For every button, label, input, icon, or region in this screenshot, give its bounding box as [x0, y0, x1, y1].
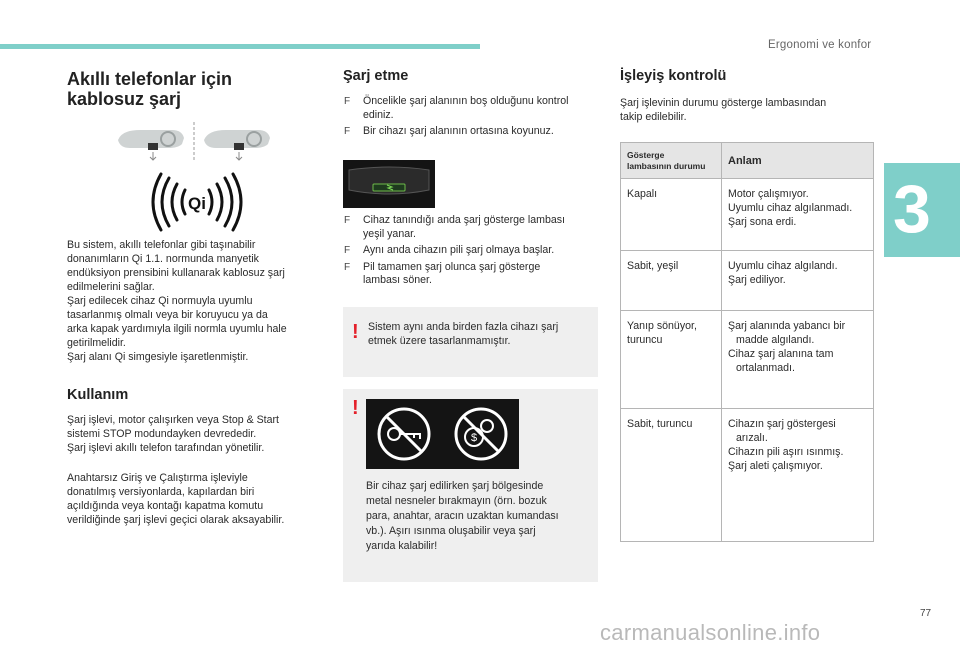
- page-number: 77: [920, 608, 932, 619]
- step-text: Pil tamamen şarj olunca şarj gösterge: [363, 260, 541, 273]
- column-header-state: [621, 143, 722, 179]
- intro-paragraph: [67, 238, 327, 364]
- meaning-text: Motor çalışmıyor.: [728, 188, 809, 200]
- header-accent-bar: [0, 44, 480, 49]
- intro-line: takip edilebilir.: [620, 111, 687, 123]
- state-text: Sabit, yeşil: [627, 260, 679, 272]
- usage-line: donatılmış versiyonlarda, kapılardan biri: [67, 486, 255, 498]
- meaning-text: Cihaz şarj alanına tam: [728, 348, 834, 360]
- meaning-text: Şarj sona erdi.: [728, 216, 797, 228]
- table-row: [621, 251, 874, 311]
- warning-text: etmek üzere tasarlanmamıştır.: [368, 335, 511, 347]
- table-row: [621, 409, 874, 542]
- meaning-text: Şarj aleti çalışmıyor.: [728, 460, 823, 472]
- charging-step: [343, 261, 603, 288]
- bullet-mark: F: [344, 245, 351, 256]
- usage-paragraph-1: [67, 413, 327, 455]
- step-text: ediniz.: [363, 108, 394, 121]
- bullet-mark: F: [344, 96, 351, 107]
- watermark: carmanualsonline.info: [600, 620, 821, 645]
- meaning-text: Şarj alanında yabancı bir: [728, 320, 846, 332]
- meaning-text: madde algılandı.: [736, 334, 815, 346]
- svg-text:$: $: [470, 432, 478, 444]
- header-text: Gösterge: [627, 149, 665, 160]
- charging-step: [343, 244, 603, 258]
- warning-icon: !: [352, 321, 359, 343]
- status-check-intro: [620, 96, 870, 124]
- charging-pad-photo: [343, 160, 435, 208]
- svg-text:Qi: Qi: [188, 194, 206, 213]
- charging-steps-2: [343, 214, 603, 291]
- warning-text: Sistem aynı anda birden fazla cihazı şarj: [368, 321, 559, 333]
- usage-line: Şarj işlevi, motor çalışırken veya Stop & Start: [67, 414, 279, 426]
- meaning-text: Şarj ediliyor.: [728, 274, 786, 286]
- step-text: yeşil yanar.: [363, 227, 416, 240]
- warning-text: vb.). Aşırı ısınma oluşabilir veya şarj: [366, 525, 536, 537]
- intro-line: getirilmelidir.: [67, 337, 126, 349]
- chapter-number: 3: [893, 171, 931, 247]
- indicator-status-table: [620, 142, 874, 542]
- warning-box-multiple-devices: [343, 307, 598, 377]
- step-text: lambası söner.: [363, 274, 432, 286]
- intro-line: Şarj işlevinin durumu gösterge lambasından: [620, 97, 827, 109]
- meaning-cell: [722, 409, 874, 542]
- usage-line: Şarj işlevi akıllı telefon tarafından yönetilir.: [67, 442, 265, 454]
- step-text: Öncelikle şarj alanının boş olduğunu kontrol: [363, 95, 569, 107]
- state-cell: [621, 311, 722, 409]
- usage-line: Anahtarsız Giriş ve Çalıştırma işleviyle: [67, 472, 248, 484]
- state-cell: [621, 409, 722, 542]
- charging-step: [343, 214, 603, 241]
- bullet-mark: F: [344, 126, 351, 137]
- warning-text: Bir cihaz şarj edilirken şarj bölgesinde: [366, 480, 544, 492]
- charging-seats-illustration: [112, 118, 276, 162]
- table-row: [621, 311, 874, 409]
- intro-line: Bu sistem, akıllı telefonlar gibi taşınabilir: [67, 239, 256, 251]
- state-cell: [621, 179, 722, 251]
- header-text: lambasının durumu: [627, 160, 706, 171]
- meaning-text: Uyumlu cihaz algılandı.: [728, 260, 838, 272]
- usage-line: sistemi STOP modundayken devrededir.: [67, 428, 257, 440]
- state-cell: [621, 251, 722, 311]
- step-text: Cihaz tanındığı anda şarj gösterge lambası: [363, 214, 565, 226]
- step-text: Bir cihazı şarj alanının ortasına koyunuz.: [363, 125, 554, 137]
- column-header-meaning: Anlam: [722, 143, 874, 179]
- warning-text: metal nesneler bırakmayın (örn. bozuk: [366, 495, 547, 507]
- state-text: Yanıp sönüyor,: [627, 320, 697, 332]
- warning-text: para, anahtar, aracın uzaktan kumandası: [366, 510, 559, 522]
- meaning-text: ortalanmadı.: [736, 362, 795, 374]
- right-seat-icon: [204, 130, 270, 160]
- meaning-cell: [722, 179, 874, 251]
- intro-line: arka kapak yardımıyla ilgili normla uyumlu hale: [67, 323, 287, 335]
- meaning-text: Cihazın pili aşırı ısınmış.: [728, 446, 844, 458]
- meaning-cell: [722, 311, 874, 409]
- section-title: Ergonomi ve konfor: [768, 39, 872, 51]
- table-row: [621, 179, 874, 251]
- warning-text: yarıda kalabilir!: [366, 540, 438, 552]
- left-seat-icon: [118, 130, 184, 160]
- state-text: Sabit, turuncu: [627, 418, 693, 430]
- charging-steps-1: [343, 95, 603, 142]
- intro-line: donanımların Qi 1.1. normunda manyetik: [67, 253, 259, 265]
- meaning-text: arızalı.: [736, 432, 768, 444]
- status-check-heading: İşleyiş kontrolü: [620, 68, 727, 84]
- state-text: turuncu: [627, 334, 663, 346]
- intro-line: Şarj alanı Qi simgesiyle işaretlenmiştir.: [67, 351, 249, 363]
- warning-box-metal-objects: [343, 389, 598, 582]
- usage-heading: Kullanım: [67, 387, 129, 403]
- meaning-cell: [722, 251, 874, 311]
- intro-line: edilmelerini sağlar.: [67, 281, 155, 293]
- intro-line: Şarj edilecek cihaz Qi normuyla uyumlu: [67, 295, 253, 307]
- page-title-line-2: kablosuz şarj: [67, 89, 182, 109]
- meaning-text: Cihazın şarj göstergesi: [728, 418, 836, 430]
- page-title: [67, 69, 232, 109]
- charging-heading: Şarj etme: [343, 68, 409, 84]
- table-header-row: [621, 143, 874, 179]
- intro-line: tasarlanmış olmalı veya bir koruyucu ya da: [67, 309, 268, 321]
- state-text: Kapalı: [627, 188, 658, 200]
- qi-wireless-icon: [149, 172, 245, 232]
- usage-line: verildiğinde şarj işlevi geçici olarak aksayabilir.: [67, 514, 285, 526]
- page-title-line-1: Akıllı telefonlar için: [67, 69, 233, 89]
- meaning-text: Uyumlu cihaz algılanmadı.: [728, 202, 853, 214]
- intro-line: endüksiyon prensibini kullanarak kablosuz şarj: [67, 267, 285, 279]
- charging-step: [343, 125, 603, 139]
- usage-paragraph-2: [67, 471, 337, 527]
- bullet-mark: F: [344, 215, 351, 226]
- prohibited-objects-image: [366, 399, 519, 469]
- bullet-mark: F: [344, 261, 351, 273]
- warning-icon: !: [352, 397, 359, 419]
- step-text: Aynı anda cihazın pili şarj olmaya başlar.: [363, 244, 555, 256]
- usage-line: açıldığında veya kontağı kapatma komutu: [67, 500, 264, 512]
- charging-step: [343, 95, 603, 122]
